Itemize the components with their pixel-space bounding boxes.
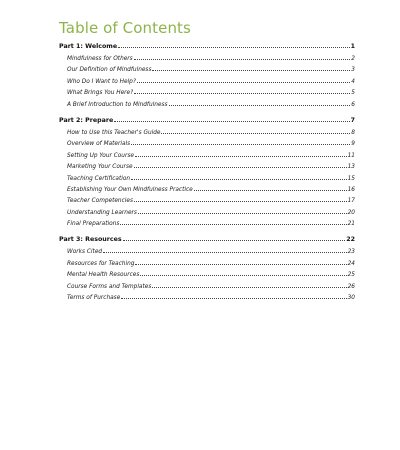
dot-leader [118,47,349,48]
section-heading: Part 2: Prepare [59,116,114,124]
toc-section-part-1 [59,43,355,113]
entry-page-number: 21 [347,221,355,228]
entry-label: Mindfulness for Others [67,56,133,62]
toc-entry[interactable] [59,164,355,175]
dot-leader [194,190,347,191]
entry-label: Works Cited [67,249,103,256]
entry-label: Marketing Your Course [67,164,133,171]
section-page-number: 7 [350,116,355,124]
entry-page-number: 2 [351,56,355,62]
entry-page-number: 5 [351,90,355,97]
dot-leader [103,252,347,253]
entry-label: Terms of Purchase [67,295,121,302]
dot-leader [121,298,346,299]
dot-leader [140,275,346,276]
toc-entry[interactable] [59,79,355,90]
toc-entry[interactable] [59,284,355,295]
toc-section-part-2 [59,117,355,233]
dot-leader [123,240,346,241]
entry-page-number: 25 [347,272,355,279]
toc-entry[interactable] [59,187,355,198]
toc-title: Table of Contents [59,19,191,37]
entry-page-number: 8 [351,129,355,136]
toc-entry[interactable] [59,198,355,209]
dot-leader [134,201,347,202]
toc-entry[interactable] [59,221,355,232]
entry-label: Who Do I Want to Help? [67,78,136,85]
dot-leader [137,82,350,83]
entry-label: Final Preparations [67,221,120,228]
entry-page-number: 24 [347,260,355,267]
toc-entry[interactable] [59,67,355,78]
toc-entry[interactable] [59,249,355,260]
section-page-number: 1 [350,43,355,50]
dot-leader [138,213,347,214]
entry-page-number: 20 [347,209,355,216]
entry-page-number: 6 [351,101,355,108]
dot-leader [134,93,350,94]
toc-entry[interactable] [59,102,355,113]
entry-label: Teacher Competencies [67,198,133,205]
entry-label: A Brief Introduction to Mindfulness [67,101,168,108]
entry-label: Overview of Materials [67,141,131,148]
entry-page-number: 9 [351,141,355,148]
toc-entry[interactable] [59,295,355,306]
entry-page-number: 4 [351,78,355,85]
entry-page-number: 16 [347,186,355,193]
toc-entry[interactable] [59,141,355,152]
toc-entry[interactable] [59,176,355,187]
dot-leader [152,287,346,288]
entry-page-number: 11 [347,152,355,159]
toc-entry[interactable] [59,130,355,141]
toc-entry[interactable] [59,56,355,67]
dot-leader [131,144,350,145]
table-of-contents [59,43,355,310]
entry-label: Mental Health Resources [67,272,140,279]
toc-entry[interactable] [59,210,355,221]
dot-leader [134,167,347,168]
dot-leader [152,70,350,71]
dot-leader [134,59,351,60]
entry-label: Our Definition of Mindfulness [67,67,152,74]
toc-entry[interactable] [59,272,355,283]
dot-leader [131,179,347,180]
entry-page-number: 15 [347,175,355,182]
entry-label: How to Use this Teacher's Guide [67,129,161,136]
toc-entry[interactable] [59,261,355,272]
section-page-number: 22 [346,236,355,244]
entry-label: Course Forms and Templates [67,283,152,290]
entry-page-number: 23 [347,249,355,256]
toc-section-heading-row[interactable] [59,117,355,130]
entry-label: Setting Up Your Course [67,152,134,159]
entry-page-number: 13 [347,164,355,171]
entry-page-number: 26 [347,283,355,290]
toc-section-part-3 [59,236,355,306]
toc-section-heading-row[interactable] [59,43,355,56]
toc-section-heading-row[interactable] [59,236,355,249]
dot-leader [120,224,346,225]
dot-leader [161,133,350,134]
entry-label: Teaching Certification [67,175,131,182]
entry-label: Establishing Your Own Mindfulness Practice [67,186,193,193]
entry-page-number: 17 [347,198,355,205]
dot-leader [135,264,346,265]
entry-label: What Brings You Here? [67,90,134,97]
dot-leader [169,105,351,106]
section-heading: Part 1: Welcome [59,43,118,50]
entry-label: Understanding Learners [67,209,137,216]
dot-leader [114,121,349,122]
section-heading: Part 3: Resources [59,236,122,244]
toc-entry[interactable] [59,90,355,101]
dot-leader [135,156,347,157]
entry-label: Resources for Teaching [67,260,135,267]
toc-entry[interactable] [59,153,355,164]
entry-page-number: 3 [351,67,355,74]
entry-page-number: 30 [347,295,355,302]
